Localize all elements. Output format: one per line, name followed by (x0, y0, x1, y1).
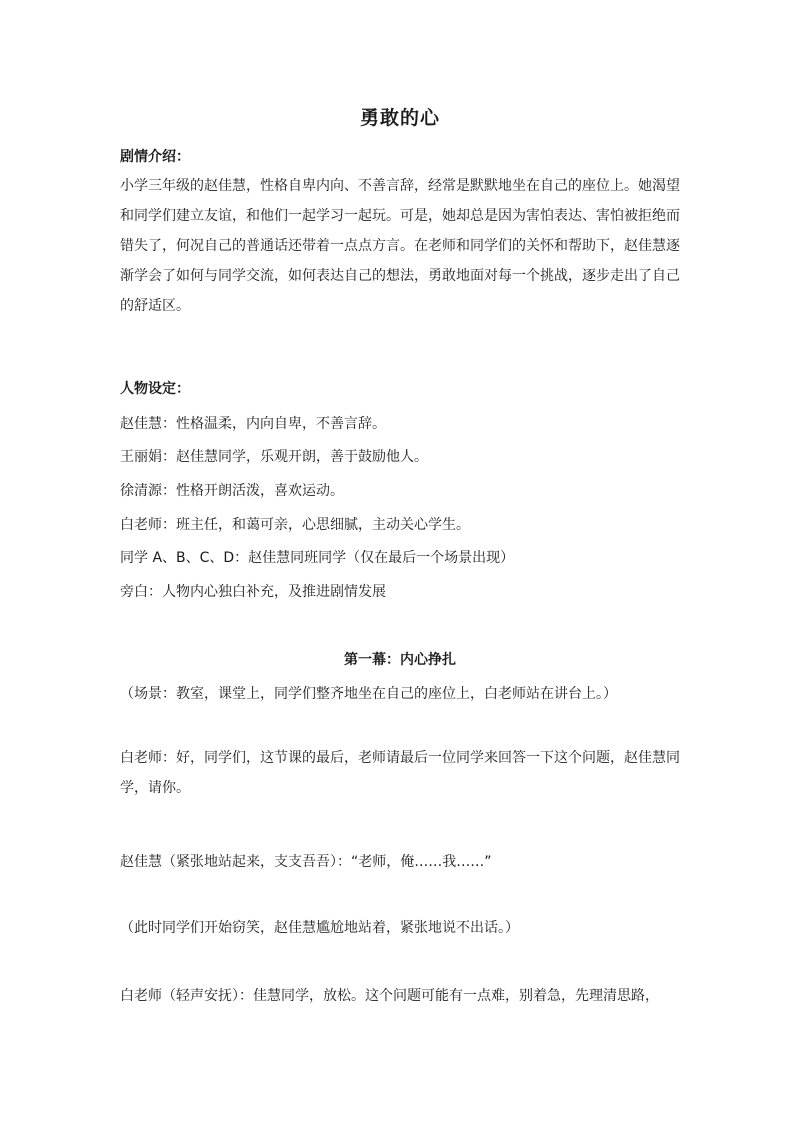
plot-heading: 剧情介绍： (120, 149, 190, 165)
characters-heading: 人物设定： (120, 381, 190, 397)
dialogue-line: 白老师：好，同学们，这节课的最后，老师请最后一位同学来回答一下这个问题，赵佳慧同学，请你。 (120, 750, 680, 796)
act-title: 第一幕：内心挣扎 (344, 652, 456, 668)
character-item: 徐清源：性格开朗活泼，喜欢运动。 (120, 483, 344, 499)
scene-description: （场景：教室，课堂上，同学们整齐地坐在自己的座位上，白老师站在讲台上。） (120, 686, 617, 702)
dialogue-line: 白老师（轻声安抚）：佳慧同学，放松。这个问题可能有一点难，别着急，先理清思路， (120, 988, 659, 1004)
character-item: 赵佳慧：性格温柔，内向自卑，不善言辞。 (120, 416, 386, 432)
plot-paragraph: 小学三年级的赵佳慧，性格自卑内向、不善言辞，经常是默默地坐在自己的座位上。她渴望和同学们建立友谊，和他们一起学习一起玩。可是，她却总是因为害怕表达、害怕被拒绝而错失了，何况自己的普通话还带着一点点方言。在老师和同学们的关怀和帮助下，赵佳慧逐渐学会了如何与同学交流，如何表达自己的想法，勇敢地面对每一个挑战，逐步走出了自己的舒适区。 (120, 178, 680, 314)
stage-direction: （此时同学们开始窃笑，赵佳慧尴尬地站着，紧张地说不出话。） (120, 920, 519, 936)
character-item: 旁白：人物内心独白补充，及推进剧情发展 (120, 584, 386, 600)
document-title: 勇敢的心 (359, 107, 440, 129)
character-item: 王丽娟：赵佳慧同学，乐观开朗，善于鼓励他人。 (120, 449, 428, 465)
character-item: 同学 A、B、C、D：赵佳慧同班同学（仅在最后一个场景出现） (120, 550, 515, 566)
dialogue-line: 赵佳慧（紧张地站起来，支支吾吾）：“老师，俺……我……” (120, 854, 492, 870)
character-item: 白老师：班主任，和蔼可亲，心思细腻，主动关心学生。 (120, 517, 470, 533)
